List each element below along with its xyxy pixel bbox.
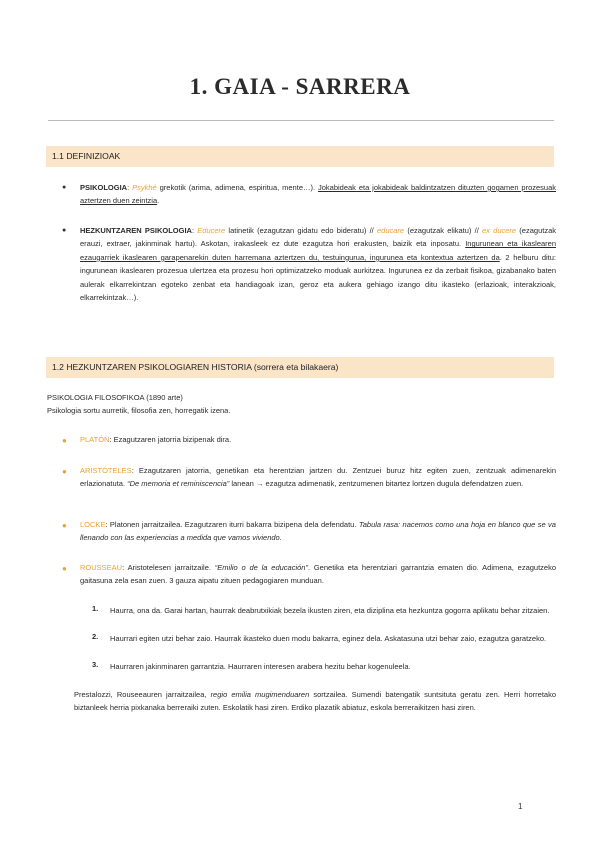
definition-text: grekotik (arima, adimena, espiritua, mente…). xyxy=(156,183,318,192)
subsection-text: Psikologia sortu aurretik, filosofia zen, horregatik izena. xyxy=(47,406,231,416)
definition-psikologia xyxy=(80,181,556,208)
page-title: 1. GAIA - SARRERA xyxy=(189,74,411,99)
definition-text-2: (ezagutzak elikatu) // xyxy=(404,226,483,235)
bullet-dot-icon: ● xyxy=(62,184,67,191)
definition-text-3: (ezagutzak erauzi, extraer, jakinminak hartu). Askotan, irakasleek ez dute ezagutza hori erakusten, baizik eta inposatu. xyxy=(80,226,556,249)
author-quote: “De memoria et reminiscencia” xyxy=(127,479,230,489)
author-name: ARISTÓTELES xyxy=(80,466,132,475)
closing-text-1: Prestalozzi, Rouseeauren jarraitzailea, xyxy=(74,690,211,699)
author-name: LOCKE xyxy=(80,520,106,529)
author-quote: Tabula rasa: nacemos como una hoja en blanco que se va llenando con las experiencias a medida que vamos viviendo. xyxy=(80,520,556,543)
author-rousseau xyxy=(80,561,556,588)
author-aristoteles xyxy=(80,464,556,491)
section-heading-history xyxy=(46,357,554,378)
author-text-1: : Platonen jarraitzailea. Ezagutzaren iturri bakarra bizipena dela defendatu. xyxy=(105,520,359,529)
definition-text-1: latinetik (ezagutzan gidatu edo bideratu) // xyxy=(225,226,377,235)
author-name: ROUSSEAU xyxy=(80,563,123,572)
author-text-1: : Aristotelesen jarraitzaile. xyxy=(122,563,215,572)
author-text-2: . Genetika eta herentziari garrantzia ematen dio. Adimena, ezagutzeko gaitasuna zela esan zuen. 3 gauza aipatu zituen pedagogiaren munduan. xyxy=(80,563,557,586)
term-label: PSIKOLOGIA xyxy=(80,183,128,192)
section-heading-subtitle: (sorrera eta bilakaera) xyxy=(251,362,339,372)
author-name: PLATÓN xyxy=(80,435,110,444)
term-label: HEZKUNTZAREN PSIKOLOGIA xyxy=(80,226,192,235)
section-heading-text: 1.2 HEZKUNTZAREN PSIKOLOGIAREN HISTORIA xyxy=(52,362,252,372)
subsection-title: PSIKOLOGIA FILOSOFIKOA (1890 arte) xyxy=(47,393,183,402)
list-number: 3. xyxy=(92,660,99,669)
author-quote: “Emilio o de la educación” xyxy=(214,563,308,572)
list-item: Haurraren jakinminaren garrantzia. Haurraren interesen arabera hezitu behar kogenuleela. xyxy=(110,662,411,671)
list-number: 2. xyxy=(92,632,99,641)
definition-underlined: Ingurunean eta ikaslearen ezaugarriek ikaslearen garapenarekin duten harremana aztertzen du, testuingurua, ingurunea eta kontextua aztertzen da xyxy=(80,239,556,262)
title-divider xyxy=(48,120,554,121)
term-etymology: Psykhé xyxy=(132,183,157,192)
list-item: Haurrari egiten utzi behar zaio. Haurrak ikasteko duen modu bakarra, eginez dela. Askatasuna utzi behar zaio, ezagutza garatzeko. xyxy=(110,634,547,643)
term-etymology-1: Educere xyxy=(197,226,226,235)
closing-paragraph xyxy=(74,688,556,715)
list-number: 1. xyxy=(92,604,99,613)
author-text-2: lanean → ezagutza adimenatik, zentzumenen bitartez lortzen dugula defendatzen zuen. xyxy=(229,479,524,489)
section-heading-text: 1.1 DEFINIZIOAK xyxy=(52,151,121,161)
definition-text-4: . 2 helburu ditu: ingurunean ikaslearen prozesua ulertzea eta prozesu hori optimizatzeko moduak aurkitzea. Ingurunea ez da zerbait fisikoa, gizabanako baten aulerak elkarrekintzan egoteko zenbat eta handiagoak izan, geroz eta aukera gehiago izango ditu ikasteko (erlazioak, interakzioak, elkarrekintzak…). xyxy=(80,252,557,303)
term-etymology-3: ex ducere xyxy=(482,226,517,235)
bullet-dot-icon: ● xyxy=(62,564,67,573)
bullet-dot-icon: ● xyxy=(62,436,67,445)
bullet-dot-icon: ● xyxy=(62,227,67,234)
bullet-dot-icon: ● xyxy=(62,521,67,530)
term-etymology-2: educare xyxy=(377,226,405,235)
term-colon: : xyxy=(127,183,130,192)
definition-end: . xyxy=(157,196,160,206)
author-platon xyxy=(80,433,556,446)
closing-italic: regio emilia mugimenduaren xyxy=(210,690,310,699)
list-item: Haurra, ona da. Garai hartan, haurrak deabrutxikiak bezela ikusten ziren, eta diziplina eta hezkuntza gogorra aplikatu behar zitzaien. xyxy=(110,606,550,615)
author-locke xyxy=(80,518,556,545)
author-text-1: : Ezagutzaren jatorria, genetikan eta herentzian jartzen du. Zentzuei buruz hitz egiten zuen, zentzuak adimenarekin erlazionatuta. xyxy=(80,466,556,489)
page-number: 1 xyxy=(518,802,523,811)
bullet-dot-icon: ● xyxy=(62,467,67,476)
author-text: : Ezagutzaren jatorria bizipenak dira. xyxy=(109,435,232,444)
closing-text-2: sortzailea. Sumendi batengatik suntsituta geratu zen. Herri horretako biztanleek herria pixkanaka berreraiki zuten. Eskolatik hasi ziren. Erdiko plazatik abiatuz, eskola berreraikitzen hasi ziren. xyxy=(74,690,556,713)
section-heading-definitions xyxy=(46,146,554,167)
definition-underlined: Jokabideak eta jokabideak baldintzatzen dituzten gogamen prozesuak aztertzen duen zeintzia xyxy=(80,183,557,206)
subsection-psikologia-filosofikoa xyxy=(47,391,547,418)
term-colon: : xyxy=(191,226,195,235)
definition-hezkuntzaren-psikologia xyxy=(80,224,556,304)
